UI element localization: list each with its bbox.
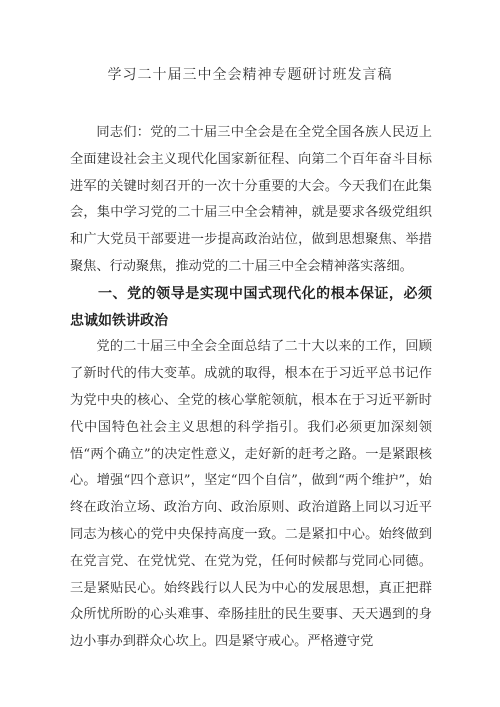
document-body [70, 120, 432, 656]
intro-paragraph: 同志们：党的二十届三中全会是在全党全国各族人民迈上全面建设社会主义现代化国家新征程、向第二个百年奋斗目标进军的关键时刻召开的一次十分重要的大会。今天我们在此集会，集中学习党的二十届三中全会精神，就是要求各级党组织和广大党员干部要进一步提高政治站位，做到思想聚焦、举措聚焦、行动聚焦，推动党的二十届三中全会精神落实落细。 [70, 125, 432, 274]
document-title: 学习二十届三中全会精神专题研讨班发言稿 [107, 67, 393, 83]
section-1-paragraph: 党的二十届三中全会全面总结了二十大以来的工作，回顾了新时代的伟大变革。成就的取得，根本在于习近平总书记作为党中央的核心、全党的核心掌舵领航，根本在于习近平新时代中国特色社会主义思想的科学指引。我们必须更加深刻领悟“两个确立”的决定性意义，走好新的赶考之路。一是紧跟核心。增强“四个意识”，坚定“四个自信”，做到“两个维护”，始终在政治立场、政治方向、政治原则、政治道路上同以习近平同志为核心的党中央保持高度一致。二是紧扣中心。始终做到在党言党、在党忧党、在党为党，任何时候都与党同心同德。三是紧贴民心。始终践行以人民为中心的发展思想，真正把群众所忧所盼的心头难事、牵肠挂肚的民生要事、天天遇到的身边小事办到群众心坎上。四是紧守戒心。严格遵守党 [70, 339, 432, 650]
section-1-heading: 一、党的领导是实现中国式现代化的根本保证，必须忠诚如铁讲政治 [70, 285, 432, 329]
